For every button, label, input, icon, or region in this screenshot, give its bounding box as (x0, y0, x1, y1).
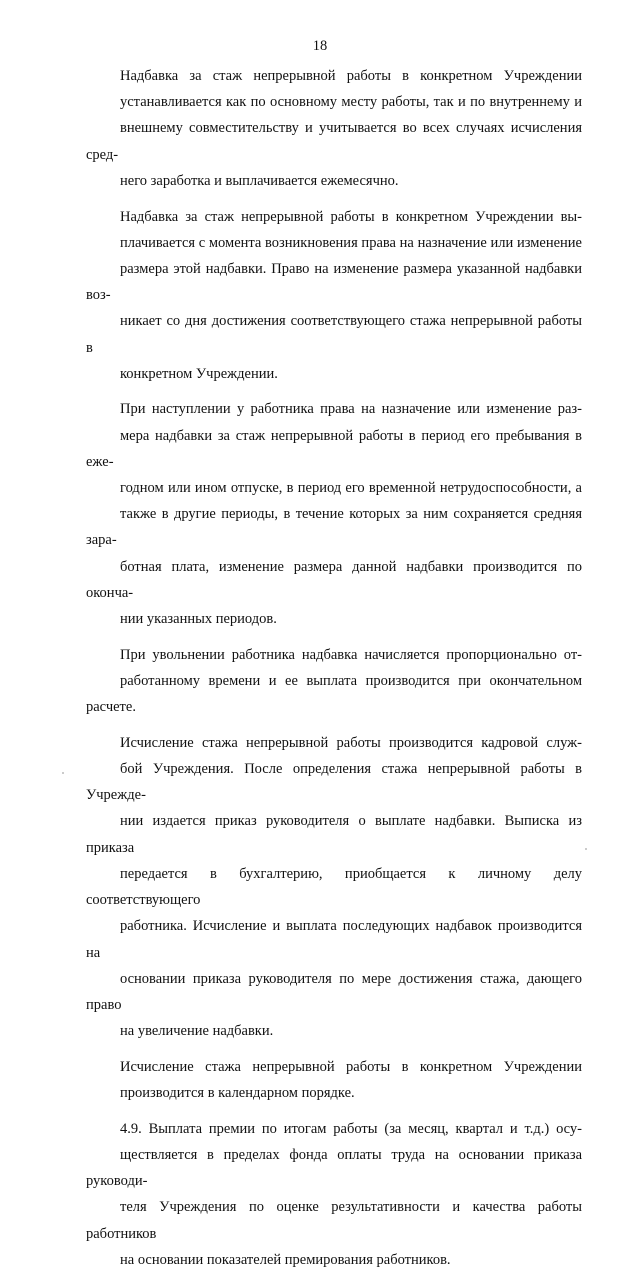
paragraph-seniority-bonus-scope (86, 63, 582, 194)
page-number: 18 (312, 38, 328, 54)
text-line: Надбавка за стаж непрерывной работы в конкретном Учреждении (120, 68, 582, 84)
text-line: работника. Исчисление и выплата последующих надбавок производится на (86, 918, 582, 961)
text-line: ботная плата, изменение размера данной надбавки производится по оконча- (86, 558, 582, 601)
text-line: на основании показателей премирования работников. (120, 1251, 451, 1268)
paragraph-4-9-bonus-payment (86, 1116, 582, 1273)
text-line: Надбавка за стаж непрерывной работы в конкретном Учреждении вы- (120, 208, 582, 225)
text-line: основании приказа руководителя по мере достижения стажа, дающего право (86, 970, 582, 1013)
paragraph-vacation-period-change (86, 396, 582, 632)
text-line: При увольнении работника надбавка начисляется пропорционально от- (120, 646, 582, 663)
text-line: теля Учреждения по оценке результативности и качества работы работников (86, 1199, 582, 1242)
text-line: также в другие периоды, в течение которых за ним сохраняется средняя зара- (86, 506, 582, 549)
text-line: внешнему совместительству и учитывается во всех случаях исчисления сред- (86, 120, 582, 163)
text-line: бой Учреждения. После определения стажа непрерывной работы в Учрежде- (86, 761, 582, 804)
paragraph-bonus-payment-start (86, 204, 582, 387)
text-line: конкретном Учреждении. (120, 365, 278, 382)
text-line: него заработка и выплачивается ежемесячно. (120, 172, 399, 189)
paragraph-calendar-order (86, 1054, 582, 1106)
text-line: производится в календарном порядке. (120, 1085, 355, 1102)
text-line: размера этой надбавки. Право на изменение размера указанной надбавки воз- (86, 260, 582, 304)
text-line: нии указанных периодов. (120, 611, 277, 628)
text-line: на увеличение надбавки. (120, 1023, 274, 1040)
text-line: При наступлении у работника права на назначение или изменение раз- (120, 401, 582, 418)
text-line: плачивается с момента возникновения права на назначение или изменение (120, 234, 582, 251)
text-line: работанному времени и ее выплата производится при окончательном расчете. (86, 672, 582, 716)
scan-speck (585, 848, 587, 850)
paragraph-hr-calculation (86, 730, 582, 1044)
text-line: мера надбавки за стаж непрерывной работы в период его пребывания в еже- (86, 427, 582, 470)
text-line: никает со дня достижения соответствующего стажа непрерывной работы в (86, 313, 582, 356)
text-line: ществляется в пределах фонда оплаты труда на основании приказа руководи- (86, 1146, 582, 1190)
text-line: годном или ином отпуске, в период его временной нетрудоспособности, а (120, 480, 582, 497)
text-line: нии издается приказ руководителя о выплате надбавки. Выписка из приказа (86, 813, 582, 856)
document-body (86, 63, 582, 1282)
text-line: устанавливается как по основному месту работы, так и по внутреннему и (120, 94, 582, 111)
text-line: передается в бухгалтерию, приобщается к личному делу соответствующего (86, 865, 582, 909)
text-line: Исчисление стажа непрерывной работы в конкретном Учреждении (120, 1058, 582, 1075)
paragraph-dismissal (86, 642, 582, 721)
text-line: 4.9. Выплата премии по итогам работы (за месяц, квартал и т.д.) осу- (120, 1120, 582, 1137)
text-line: Исчисление стажа непрерывной работы производится кадровой служ- (120, 734, 582, 751)
scan-speck (62, 772, 64, 774)
